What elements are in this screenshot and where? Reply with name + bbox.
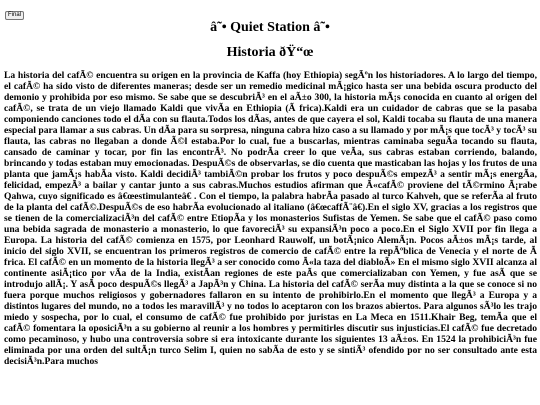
article-content: [4, 70, 537, 405]
site-title: â˜• Quiet Station â˜•: [210, 20, 330, 35]
page-title: Historia ðŸ“œ: [226, 45, 314, 60]
toolbar: [5, 3, 24, 21]
article-paragraph: La historia del cafÃ© encuentra su origen en la provincia de Kaffa (hoy Ethiopia) segÃºn los historiadores. A lo largo del tiempo, el cafÃ© ha sido visto de diferentes maneras; desde ser un remedio medicinal mÃ¡gico hasta ser una bebida oscura producto del demonio y prohibida por eso mismo. Se sabe que se descubriÃ³ en el aÃ±o 300, la historia mÃ¡s conocida en cuanto al origen del cafÃ©, se trata de un viejo llamado Kaldi que vivÃa en Ethiopia (Ã frica).Kaldi era un cuidador de cabras que se la pasaba componiendo canciones todo el dÃa con su flauta.Todos los dÃas, antes de que cayera el sol, Kaldi tocaba su flauta de una manera especial para llamar a sus cabras. Un dÃa para su sorpresa, ninguna cabra hizo caso a su llamado y por mÃ¡s que tocÃ³ y tocÃ³ su flauta, las cabras no llegaban a donde Ã©l estaba.Por lo cual, fue a buscarlas, mientras caminaba seguÃa tocando su flauta, cansado de caminar y tocar, por fin las encontrÃ³. No podrÃa creer lo que veÃa, sus cabras estaban corriendo, balando, brincando y todas estaban muy emocionadas. DespuÃ©s de observarlas, se dio cuenta que masticaban las hojas y los frutos de una planta que jamÃ¡s habÃa visto. Kaldi decidiÃ³ tambiÃ©n probar los frutos y poco despuÃ©s empezÃ³ a sentir mÃ¡s energÃa, felicidad, empezÃ³ a bailar y cantar junto a sus cabras.Muchos estudios afirman que Ã«cafÃ© proviene del tÃ©rmino Ã¡rabe Qahwa, cuyo significado es â€œestimulanteâ€ . Con el tiempo, la palabra habrÃa pasado al turco Kahveh, que se referÃa al fruto de la planta del cafÃ©.DespuÃ©s de eso habrÃa evolucionado al italiano (â€œcaffÃ¨â€).En el siglo XV, gracias a los registros que se tienen de la comercializaciÃ³n del cafÃ© entre EtiopÃa y los monasterios Sufistas de Yemen. Se sabe que el cafÃ© paso como una bebida sagrada de monasterio a monasterio, lo que favoreciÃ³ su expansiÃ³n poco a poco.En el Siglo XVII por fin llega a Europa. La historia del cafÃ© comienza en 1575, por Leonhard Rauwolf, un botÃ¡nico AlemÃ¡n. Pocos aÃ±os mÃ¡s tarde, al inicio del siglo XVII, se encuentran los primeros registros de comercio de cafÃ© entre la repÃºblica de Venecia y el norte de Ã frica. El cafÃ© en un momento de la historia llegÃ³ a ser conocido como Ã«la taza del diabloÃ» En el mismo siglo XVII alcanza al continente asiÃ¡tico por vÃa de la India, existÃan regiones de este paÃs que comercializaban con Yemen, y fue asÃ que se introdujo allÃ¡. Y asÃ poco despuÃ©s llegÃ³ a JapÃ³n y China. La historia del cafÃ© serÃa muy distinta a la que se conoce si no fuera porque muchos religiosos y gobernadores fallaron en su intento de prohibirlo.En el momento que llegÃ³ a Europa y a distintos lugares del mundo, no a todos les maravillÃ³ y no todos lo aceptaron con los brazos abiertos. Para algunos sÃ³lo les trajo miedo y sospecha, por lo cual, el consumo de cafÃ© fue prohibido por juristas en La Meca en 1511.Khair Beg, temÃa que el cafÃ© fomentara la oposiciÃ³n a su gobierno al reunir a los hombres y permitirles discutir sus injusticias.El cafÃ© fue decretado como pecaminoso, y hubo una controversia sobre si era intoxicante durante los siguientes 13 aÃ±os. En 1524 la prohibiciÃ³n fue eliminada por una orden del sultÃ¡n turco Selim I, quien no sabÃa de esto y se sintiÃ³ ofendido por no ser consultado ante esta decisiÃ³n.Para muchos: [4, 70, 537, 367]
final-button[interactable]: Final: [5, 11, 24, 20]
